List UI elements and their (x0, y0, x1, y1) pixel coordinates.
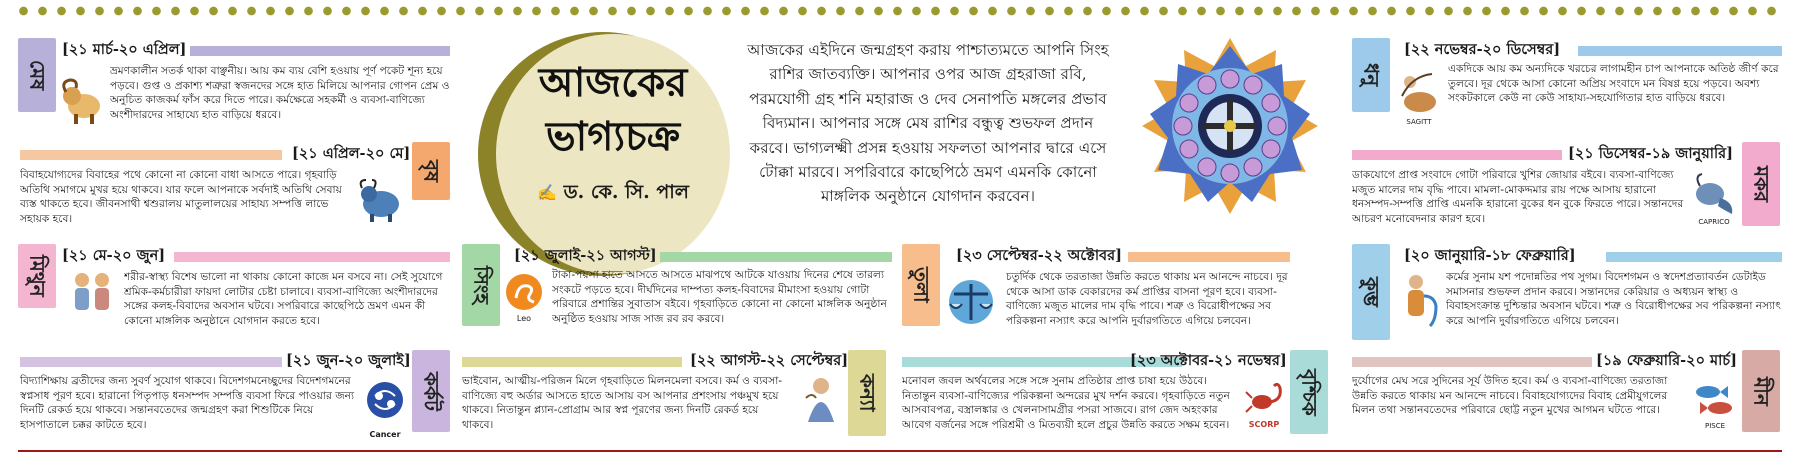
archer-icon (1396, 70, 1442, 118)
bottom-rule (18, 450, 1782, 452)
sign-name-mithun: মিথুন (25, 255, 50, 297)
color-strip-kanya (462, 357, 682, 367)
sign-tab-mithun (18, 244, 56, 308)
sign-name-kumbha: কুম্ভ (1359, 277, 1384, 307)
sign-name-karkat: কর্কট (419, 371, 444, 411)
pen-nib-icon: ✍ (537, 183, 558, 202)
sign-dates-brishchik: [২৩ অক্টোবর-২১ নভেম্বর] (1130, 352, 1287, 369)
maiden-icon (798, 374, 844, 424)
sign-tab-kanya (848, 350, 886, 436)
sign-text-singha: টাকা-পয়সা হাতে আসতে আসতে মাঝপথে আটকে যাওয়ায় দিনের শেষে তারল্য সংকটে পড়তে হবে। দীর্ঘদিনের দাম্পত্য কলহ-বিবাদের মীমাংসা হওয়ায় গোটা পরিবারে প্রশান্তির সুবাতাস বইবে। গৃহবাড়িতে কোনো না কোনো মাঙ্গলিক অনুষ্ঠান অনুষ্ঠিত হওয়ায় সাজ সাজ রব রব করবে। (552, 269, 887, 325)
color-strip-dhanu (1578, 46, 1782, 56)
sign-dates-kanya: [২২ আগস্ট-২২ সেপ্টেম্বর] (690, 352, 849, 369)
sign-tab-makar (1742, 142, 1780, 226)
scales-icon (944, 276, 998, 328)
author-byline (506, 178, 720, 210)
sign-dates-brish: [২১ এপ্রিল-২০ মে] (292, 145, 411, 162)
icon-caption-meen: PISCE (1704, 422, 1726, 430)
sign-dates-tula: [২৩ সেপ্টেম্বর-২২ অক্টোবর] (956, 247, 1122, 264)
sign-dates-mesh: [২১ মার্চ-২০ এপ্রিল] (62, 41, 187, 58)
sign-name-tula: তুলা (909, 267, 934, 303)
icon-caption-karkat: Cancer (369, 430, 401, 439)
sign-dates-makar: [২১ ডিসেম্বর-১৯ জানুয়ারি] (1568, 145, 1733, 162)
sea-goat-icon (1690, 172, 1738, 218)
color-strip-kumbha (1606, 252, 1782, 262)
icon-caption-brishchik: SCORP (1248, 420, 1280, 429)
sign-text-brishchik: মনোবল জবল অর্থবলের সঙ্গে সঙ্গে সুনাম প্রতিষ্ঠার প্রাপ্ত চাষা হয়ে উঠবে। নিতান্তুন ব্যবসা-বাণিজ্যের পরিকল্পনা অন্দরের মুখ দর্শন করবে। গৃহবাড়িতে নতুন আসবাবপত্র, বস্ত্রালঙ্কার ও খেলনাসামগ্রীর পসরা সাজবে। রাগ জেদ অহংকার আবেগ বর্জনের সঙ্গে পরিশ্রমী ও মিতব্যয়ী হলে প্রচুর উন্নতি করতে সক্ষম হবেন। (902, 375, 1230, 431)
color-strip-mesh (190, 46, 450, 56)
author-name: ড. কে. সি. পাল (563, 181, 689, 203)
sign-tab-meen (1742, 350, 1780, 432)
sign-dates-singha: [২১ জুলাই-২১ আগস্ট] (514, 247, 657, 264)
icon-caption-dhanu: SAGITT (1406, 118, 1432, 126)
sign-name-brishchik: বৃশ্চিক (1297, 368, 1322, 416)
icon-caption-singha: Leo (516, 314, 532, 323)
twins-icon (62, 270, 122, 314)
color-strip-brish (20, 150, 282, 160)
sign-text-brish: বিবাহযোগ্যদের বিবাহের পথে কোনো না কোনো বাধা আসতে পারে। গৃহবাড়ি অতিথি সমাগমে মুখর হয়ে থাকবে। যার ফলে আপনাকে সর্বদাই অতিথি সেবায় ব্যস্ত থাকতে হবে। জীবনসাথী শ্বশুরালয় মাতুলালয়ের সাহায্য সম্পত্তি লাভে সহায়ক হবে। (20, 169, 342, 225)
color-strip-singha (660, 252, 892, 262)
dotted-top-border (14, 4, 1786, 18)
crab-icon (362, 380, 408, 426)
sign-text-tula: চতুর্দিক থেকে তরতাজা উন্নতি করতে থাকায় মন আনন্দে নাচবে। দূর থেকে আসা ডাক বেকারদের কর্ম প্রাপ্তির বাসনা পূরণ হবে। ব্যবসা-বাণিজ্যে মজুত মালের দাম বৃদ্ধি পাবে। শত্রু ও বিরোধীপক্ষের সব পরিকল্পনা নস্যাৎ করে আপনি দুর্বারগতিতে এগিয়ে চলবেন। (1006, 271, 1288, 327)
sign-name-kanya: কন্যা (855, 374, 880, 412)
lion-icon (504, 272, 544, 312)
title-line-2: ভাগ্যচক্র (545, 113, 681, 160)
water-bearer-icon (1394, 272, 1442, 328)
zodiac-wheel-icon (1140, 36, 1320, 216)
sign-name-makar: মকর (1749, 165, 1774, 203)
sign-text-karkat: বিদ্যাশিক্ষায় ব্রতীদের জন্য সুবর্ণ সুযোগ থাকবে। বিদেশগমনেচ্ছুদের বিদেশগমনের স্বপ্নসাধ পূরণ হবে। হারানো পিতৃপাড় ধনসম্পদ সম্পত্তি ব্যবসা ফিরে পাওয়ার জন্য দিনটি রেকর্ড হয়ে থাকবে। সন্তানবতেদের জন্মগ্রহণ করা শিশুটিকে নিয়ে হাসপাতালে চক্কর কাটতে হবে। (20, 375, 355, 431)
sign-dates-meen: [১৯ ফেব্রুয়ারি-২০ মার্চ] (1596, 352, 1737, 369)
sign-dates-karkat: [২১ জুন-২০ জুলাই] (286, 352, 411, 369)
sign-name-brish: বৃষ (419, 159, 444, 183)
sign-dates-kumbha: [২০ জানুয়ারি-১৮ ফেব্রুয়ারি] (1404, 247, 1576, 264)
sign-text-dhanu: একদিকে আয় কম অন্যদিকে খরচের লাগামহীন চাপ আপনাকে অতিষ্ঠ জীর্ণ করে তুলবে। দূর থেকে আসা কোনো অপ্রিয় সংবাদে মন বিষণ্ণ হয়ে পড়বে। অবশ্য সংকটকালে কেউ না কেউ সাহায্য-সহযোগিতার হাত বাড়িয়ে ধরবে। (1448, 63, 1779, 105)
sign-tab-tula (902, 244, 940, 326)
bull-icon (356, 176, 406, 222)
sign-name-dhanu: ধনু (1359, 63, 1384, 87)
page-title (506, 56, 720, 164)
intro-paragraph: আজকের এইদিনে জন্মগ্রহণ করায় পাশ্চাত্যমতে আপনি সিংহ রাশির জাতব্যক্তি। আপনার ওপর আজ গ্রহরাজা রবি, পরমযোগী গ্রহ শনি মহারাজ ও দেব সেনাপতি মঙ্গলের প্রভাব বিদ্যমান। আপনার সঙ্গে মেষ রাশির বন্ধুত্ব শুভফল প্রদান করবে। ভাগ্যলক্ষ্মী প্রসন্ন হওয়ায় সফলতা আপনার দ্বারে এসে টোক্কা মারবে। সপরিবারে কাছেপিঠে ভ্রমণ এমনকি কোনো মাঙ্গলিক অনুষ্ঠানে যোগদান করবেন। (747, 41, 1109, 206)
sign-tab-karkat (412, 350, 450, 432)
sign-dates-dhanu: [২২ নভেম্বর-২০ ডিসেম্বর] (1404, 41, 1561, 58)
sign-dates-mithun: [২১ মে-২০ জুন] (62, 247, 166, 264)
color-strip-karkat (20, 357, 282, 367)
ram-icon (58, 76, 106, 126)
sign-tab-dhanu (1352, 38, 1390, 112)
fishes-icon (1692, 378, 1738, 420)
color-strip-tula (1128, 252, 1290, 262)
scorpion-icon (1242, 376, 1286, 420)
sign-name-singha: সিংহ (469, 265, 494, 305)
sign-text-makar: ডাকযোগে প্রাপ্ত সংবাদে গোটা পরিবারে খুশির জোয়ার বইবে। ব্যবসা-বাণিজ্যে মজুত মালের দাম বৃদ্ধি পাবে। মামলা-মোকদ্দমার রায় পক্ষে আসায় হারানো ধনসম্পদ-সম্পত্তি প্রাপ্তি এমনকি হারানো বুকের ধন বুকে ফিরতে পারে। সন্তানদের আচরণ মনোবেদনার কারণ হবে। (1352, 169, 1684, 225)
sign-tab-singha (462, 244, 500, 326)
sign-tab-mesh (18, 38, 56, 112)
title-line-1: আজকের (538, 59, 688, 106)
sign-text-meen: দুর্যোগের মেঘ সরে সুদিনের সূর্য উদিত হবে। কর্ম ও ব্যবসা-বাণিজ্যে তরতাজা উন্নতি করতে থাকায় মন আনন্দে নাচবে। বিবাহযোগ্যদের বিবাহ প্রেমীযুগলের মিলন তথা সন্তানবতেদের পরিবারে ছোট্ট নতুন মুখের আগমন ঘটতে পারে। (1352, 375, 1668, 417)
sign-name-meen: মীন (1749, 376, 1774, 406)
color-strip-meen (1352, 357, 1592, 367)
color-strip-makar (1352, 150, 1562, 160)
sign-tab-brish (412, 142, 450, 200)
sign-text-mesh: ভ্রমণকালীন সতর্ক থাকা বাঞ্ছনীয়। আয় কম ব্যয় বেশি হওয়ায় পূর্ণ পকেট শূন্য হয়ে পড়বে। গুপ্ত ও প্রকাশ্য শত্রুরা স্বজনদের সঙ্গে হাত মিলিয়ে আপনার গোপন প্রেম ও অনুচিত কাজকর্ম ফাঁস করে দিতে পারে। কর্মক্ষেত্রে সহকর্মী ও ব্যবসা-বাণিজ্যে অংশীদারদের সাহায্যে হাত বাড়িয়ে ধরবে। (110, 65, 450, 121)
icon-caption-makar: CAPRICO (1698, 218, 1730, 226)
sign-text-kanya: ভাইবোন, আত্মীয়-পরিজন মিলে গৃহবাড়িতে মিলনমেলা বসবে। কর্ম ও ব্যবসা-বাণিজ্যে বহু অর্ডার আসতে হাতে আসায় বস আপনার প্রশংসায় পঞ্চমুখ হয়ে থাকবে। নিতান্তুন প্ল্যান-প্রোগ্রাম আর স্বপ্ন পূরণের জন্য দিনটি রেকর্ড হয়ে থাকবে। (462, 375, 783, 431)
sign-text-kumbha: কর্মের সুনাম যশ পদোন্নতির পথ সুগম। বিদেশগমন ও স্বদেশপ্রত্যাবর্তন ডেটাইড সমাসনার শুভফল প্রদান করবে। সন্তানদের কেরিয়ার ও অধ্যয়ন স্বাস্থ্য ও বিবাহসংক্রান্ত দুশ্চিন্তার অবসান ঘটবে। শত্রু ও বিরোধীপক্ষের সব পরিকল্পনা নস্যাৎ করে আপনি দুর্বারগতিতে এগিয়ে চলবেন। (1446, 271, 1781, 327)
color-strip-mithun (174, 252, 450, 262)
sign-tab-kumbha (1352, 244, 1390, 340)
sign-name-mesh: মেষ (25, 59, 50, 91)
sign-tab-brishchik (1290, 350, 1328, 434)
sign-text-mithun: শরীর-স্বাস্থ্য বিশেষ ভালো না থাকায় কোনো কাজে মন বসবে না। সেই সুযোগে শ্রমিক-কর্মচারীরা ফায়দা লোটার চেষ্টা চালাবে। ব্যবসা-বাণিজ্যে অংশীদারদের সঙ্গের কলহ-বিবাদের অবসান ঘটবে। সপরিবারে কাছেপিঠে ভ্রমণ এমন কী কোনো মাঙ্গলিক অনুষ্ঠানে যোগদান করতে হবে। (124, 271, 443, 327)
